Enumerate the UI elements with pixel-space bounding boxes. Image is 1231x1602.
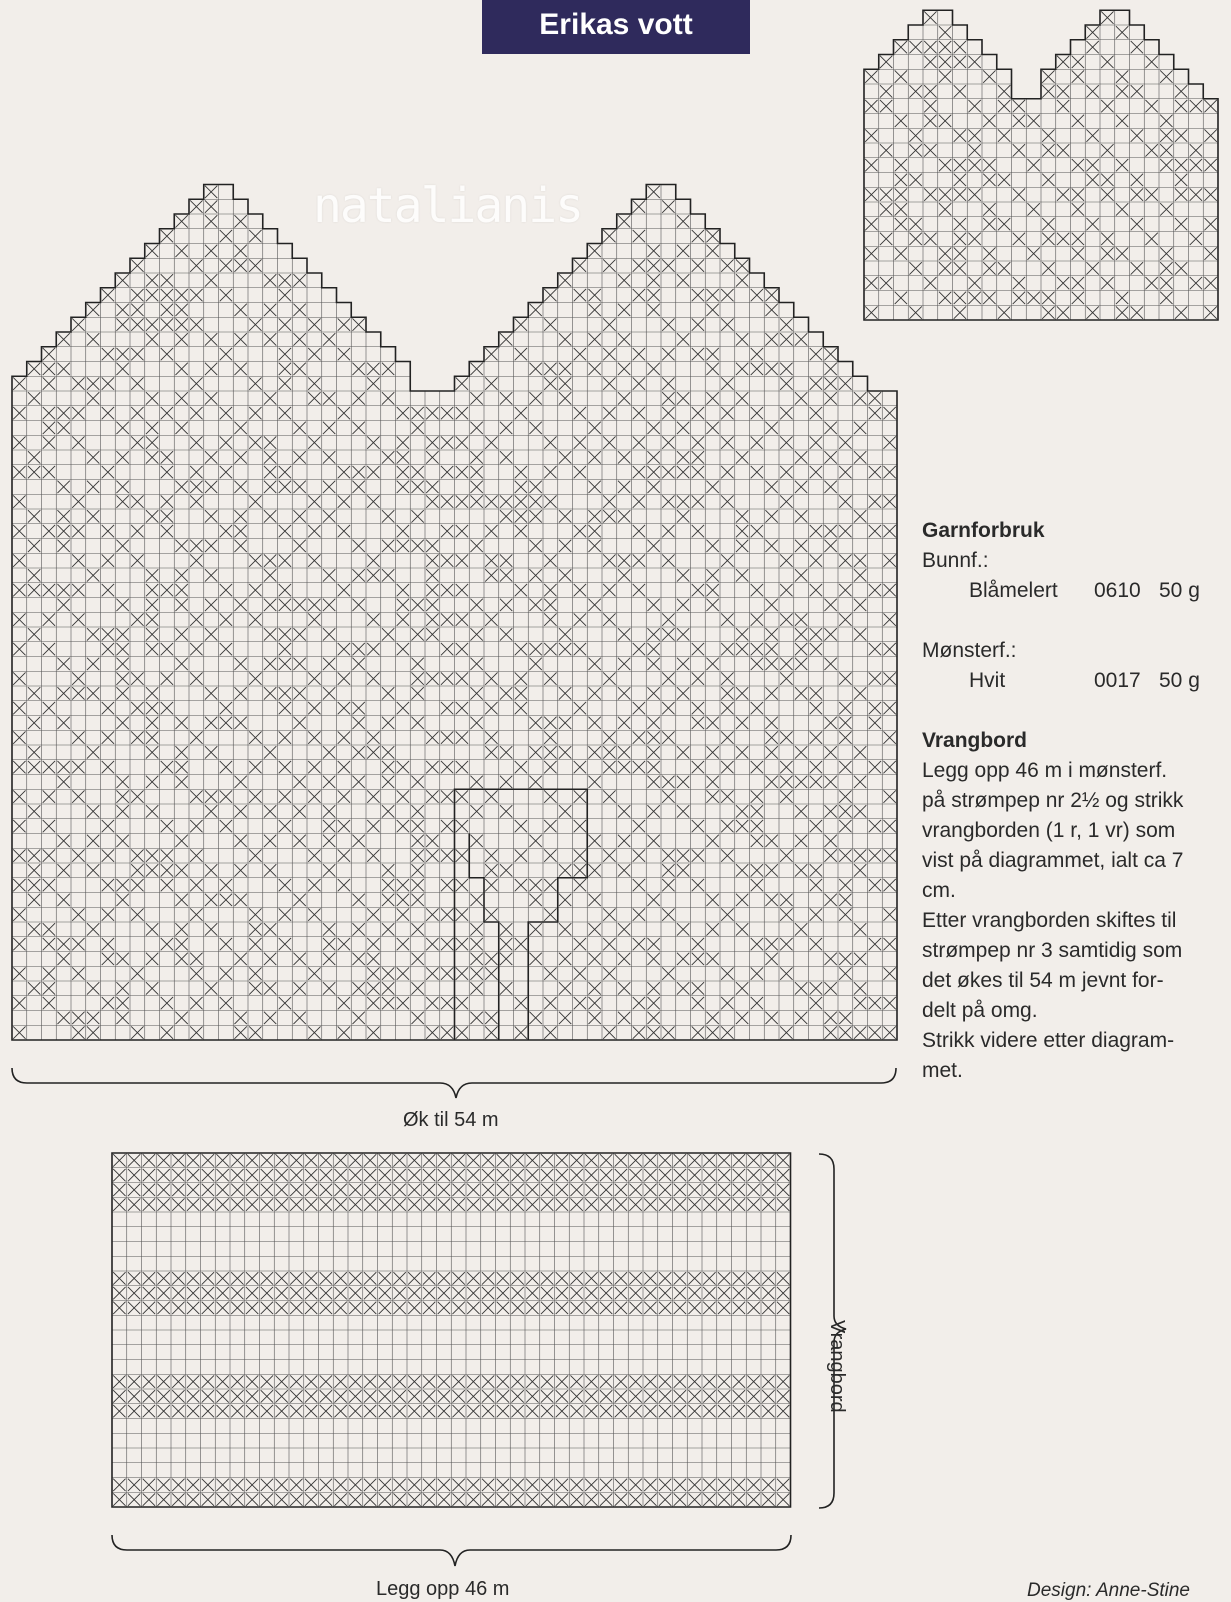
ribbing-line: vist på diagrammet, ialt ca 7 <box>922 849 1184 872</box>
ribbing-line: strømpep nr 3 samtidig som <box>922 939 1183 962</box>
base-yarn-name: Blåmelert <box>969 579 1058 602</box>
ribbing-line: Etter vrangborden skiftes til <box>922 909 1177 932</box>
yarn-heading: Garnforbruk <box>922 519 1045 542</box>
base-yarn-code: 0610 <box>1094 579 1141 602</box>
ribbing-line: met. <box>922 1059 963 1082</box>
pattern-color-label: Mønsterf.: <box>922 639 1017 662</box>
page-title: Erikas vott <box>482 0 750 54</box>
design-credit: Design: Anne-Stine <box>1027 1580 1191 1601</box>
mitten-main-chart <box>12 185 897 1041</box>
pattern-yarn-row <box>922 666 1222 696</box>
ribbing-line: på strømpep nr 2½ og strikk <box>922 789 1184 812</box>
pattern-yarn-code: 0017 <box>1094 669 1141 692</box>
cast-on-label: Legg opp 46 m <box>376 1578 510 1600</box>
ribbing-line: Legg opp 46 m i mønsterf. <box>922 759 1168 782</box>
pattern-yarn-amount: 50 g <box>1159 669 1200 692</box>
chart-braces <box>12 1068 896 1566</box>
pattern-yarn-name: Hvit <box>969 669 1006 692</box>
ribbing-line: Strikk videre etter diagram- <box>922 1029 1175 1052</box>
ribbing-line: delt på omg. <box>922 999 1038 1022</box>
base-color-label: Bunnf.: <box>922 549 989 572</box>
ribbing-heading: Vrangbord <box>922 729 1028 752</box>
thumb-chart <box>864 10 1218 320</box>
ribbing-line: vrangborden (1 r, 1 vr) som <box>922 819 1176 842</box>
watermark: natalianis <box>313 178 582 234</box>
ribbing-line: cm. <box>922 879 956 902</box>
ribbing-side-label: Vrangbord <box>826 1320 848 1413</box>
base-yarn-row <box>922 576 1222 606</box>
ribbing-chart <box>112 1153 791 1507</box>
instructions-panel <box>922 516 1222 1086</box>
increase-label: Øk til 54 m <box>403 1109 499 1131</box>
ribbing-line: det økes til 54 m jevnt for- <box>922 969 1164 992</box>
base-yarn-amount: 50 g <box>1159 579 1200 602</box>
